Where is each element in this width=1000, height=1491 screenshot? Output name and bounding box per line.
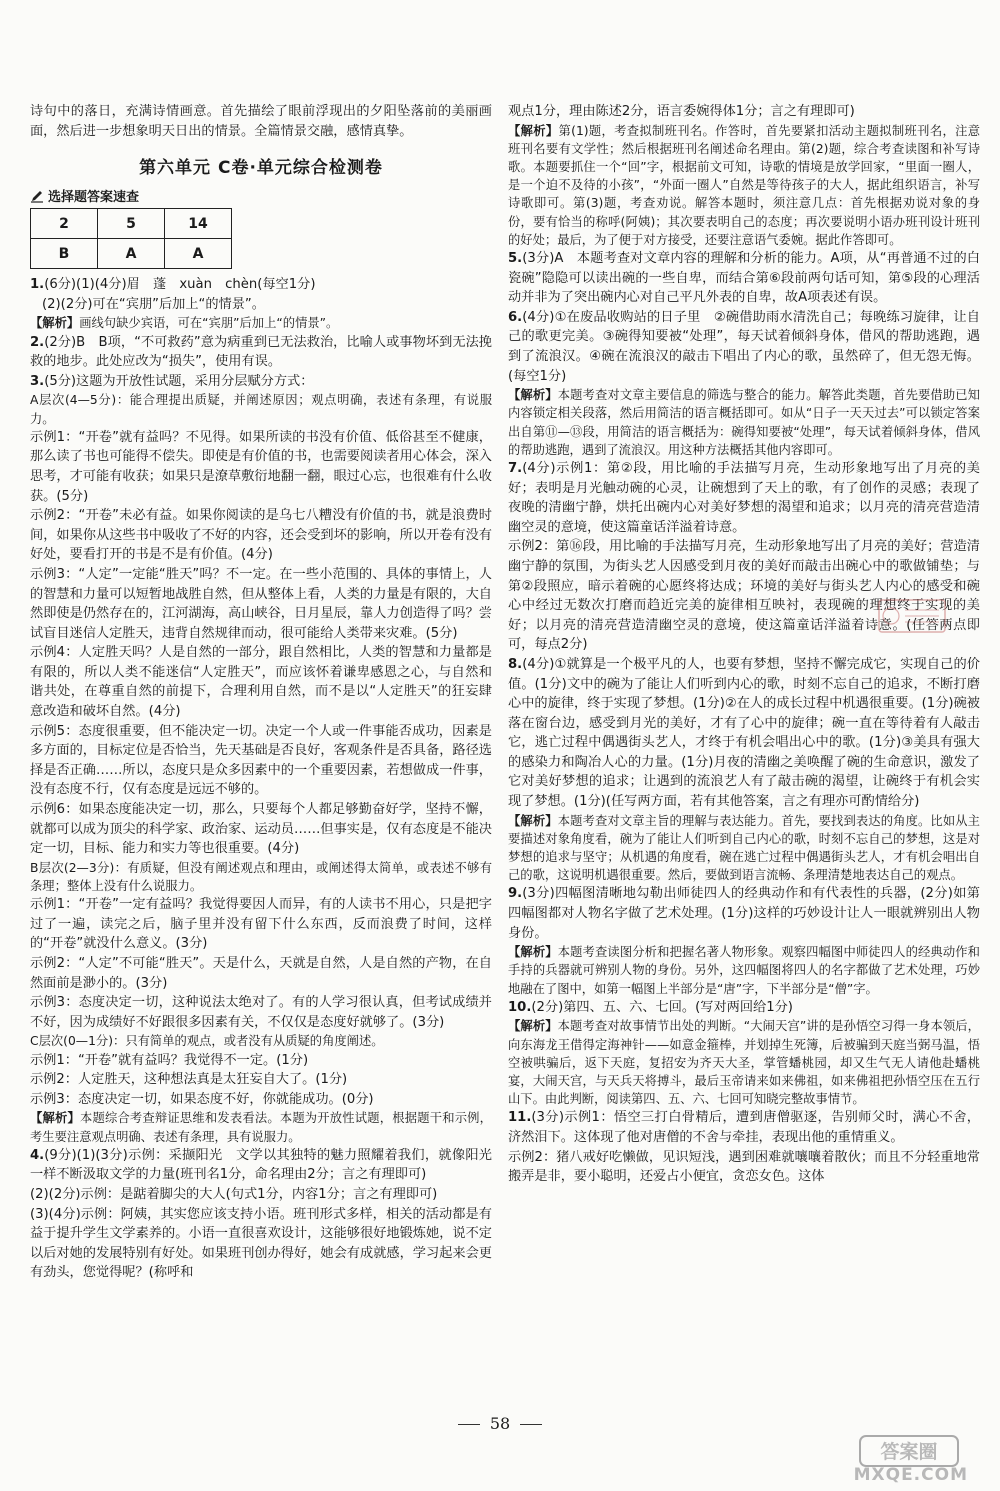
- answer-paragraph: [508, 386, 980, 459]
- answer-table-answer-row: [31, 239, 232, 269]
- analysis-tag: 【解析】: [508, 1019, 558, 1034]
- answer-paragraph: [30, 1185, 492, 1205]
- paragraph-text: 示例2：猪八戒好吃懒做，见识短浅，遇到困难就嚷嚷着散伙；而且不分轻重地常搬弄是非，要小聪明，还爱占小便宜，贪恋女色。这体: [508, 1149, 980, 1185]
- answer-paragraph: [30, 428, 492, 506]
- answer-paragraph: [508, 459, 980, 537]
- analysis-tag: 【解析】: [508, 388, 558, 403]
- page-number: [0, 1414, 1000, 1433]
- question-number: 4.: [30, 1147, 45, 1163]
- paragraph-text: 示例6：如果态度能决定一切，那么，只要每个人都足够勤奋好学，坚持不懈，就都可以成为顶尖的科学家、政治家、运动员……但事实是，仅有态度是不能决定一切，目标、能力和实力等也很重要。(4分): [30, 802, 492, 857]
- paragraph-text: 示例5：态度很重要，但不能决定一切。决定一个人或一件事能否成功，因素是多方面的，目标定位是否恰当，先天基础是否良好，客观条件是否具备，路径选择是否正确……所以，态度只是众多因素中的一个重要因素，若想做成一件事，没有态度不行，仅有态度是远远不够的。: [30, 723, 492, 798]
- paragraph-text: 示例1：“开卷”就有益吗？我觉得不一定。(1分): [30, 1052, 309, 1068]
- answer-paragraph: [30, 506, 492, 565]
- paragraph-text: (3分)示例1：悟空三打白骨精后，遭到唐僧驱逐，告别师父时，满心不舍，济然泪下。这体现了他对唐僧的不舍与牵挂，表现出他的重情重义。: [508, 1110, 980, 1146]
- paragraph-text: (3分)A 本题考查对文章内容的理解和分析的能力。A项，从“再普通不过的白瓷碗”隐隐可以读出碗的一些自卑，而结合第⑥段前两句话可知，第⑤段的心理活动并非为了突出碗内心对自己平凡外表的自卑，故A项表述有误。: [508, 251, 980, 306]
- paragraph-text: 示例4：人定胜天吗？人是自然的一部分，跟自然相比，人类的智慧和力量都是有限的，所以人类不能迷信“人定胜天”，而应该怀着谦卑感恩之心，与自然和谐共处，在尊重自然的前提下，合理利用自然，而不是以“人定胜天”的狂妄肆意改造和破坏自然。(4分): [30, 645, 492, 720]
- answer-paragraph: [508, 943, 980, 998]
- paragraph-text: 第(1)题，考查拟制班刊名。作答时，首先要紧扣活动主题拟制班刊名，注意班刊名要有文学性；然后根据班刊名阐述命名理由。第(2)题，综合考查读图和补写诗歌。本题要抓住一个“回”字，根据前文可知，诗歌的情境是放学回家，“里面一圈人，是一个迫不及待的小孩”，“外面一圈人”自然是等待孩子的大人，据此组织语言，补写诗歌即可。第(3)题，考查劝说。解答本题时，须注意几点：首先根据劝说对象的身份，要有恰当的称呼(阿姨)；其次要表明自己的态度；再次要说明小语办班刊设计班刊的好处；最后，为了便于对方接受，还要注意语气委婉。据此作答即可。: [508, 123, 980, 247]
- answer-paragraph: [30, 1109, 492, 1145]
- quick-answer-label: 选择题答案速查: [48, 190, 140, 206]
- right-answer-list: [508, 102, 980, 1187]
- answer-table-question-row: [31, 209, 232, 239]
- paragraph-text: (3)(4分)示例：阿姨，其实您应该支持小语。班刊形式多样，相关的活动都是有益于提升学生文学素养的。小语一直很喜欢设计，这能够很好地锻炼她，说不定以后对她的发展特别有好处。如果班刊创办得好，她会有成就感，学习起来会更有劲头，您觉得呢？(称呼和: [30, 1206, 492, 1281]
- paragraph-text: 示例2：“人定”不可能“胜天”。天是什么，天就是自然，人是自然的产物，在自然面前是渺小的。(3分): [30, 956, 492, 991]
- paragraph-text: 本题考查对故事情节出处的判断。“大闹天宫”讲的是孙悟空习得一身本领后，向东海龙王借得定海神针——如意金箍棒，并划掉生死簿，后被骗到天庭当弼马温，悟空被哄骗后，返下天庭，复招安为齐天大圣，掌管蟠桃园，却又生气无人请他赴蟠桃宴，大闹天宫，与天兵天将搏斗，最后玉帝请来如来佛祖，如来佛祖把孙悟空压在五行山下。由此判断，阅读第四、五、六、七回可知晓完整故事情节。: [508, 1019, 980, 1107]
- page-dash-right: [520, 1424, 542, 1425]
- question-number: 3.: [30, 373, 45, 389]
- question-number: 5.: [508, 251, 523, 267]
- answer-paragraph: [30, 993, 492, 1032]
- paragraph-text: (2)(2分)可在“宾朋”后加上“的情景”。: [42, 296, 265, 312]
- analysis-tag: 【解析】: [30, 1111, 80, 1126]
- answer-paragraph: [508, 1148, 980, 1187]
- question-number: 6.: [508, 309, 523, 325]
- paragraph-text: 本题考查读图分析和把握名著人物形象。观察四幅图中师徒四人的经典动作和手持的兵器就可辨别人物的身份。另外，这四幅图将四人的名字都做了艺术处理，巧妙地融在了图中，如第一幅图上半部分是“唐”字，下半部分是“僧”字。: [508, 945, 980, 996]
- paragraph-text: (4分)①在废品收购站的日子里 ②碗借助雨水清洗自己；每晚练习旋律，让自己的歌更完美。③碗得知要被“处理”，每天试着倾斜身体，借风的帮助逃跑，遇到了流浪汉。④碗在流浪汉的敲击下唱出了内心的歌，虽然碎了，但无怨无悔。(每空1分): [508, 309, 980, 384]
- quick-answer-header: [30, 186, 492, 205]
- watermark-url: MXQE.COM: [853, 1465, 968, 1484]
- answer-paragraph: [30, 275, 492, 295]
- answer-paragraph: [30, 1070, 492, 1090]
- answer-paragraph: [508, 249, 980, 308]
- section-title: 第六单元 C卷·单元综合检测卷: [139, 158, 383, 179]
- answer-paragraph: [30, 859, 492, 895]
- paragraph-text: 示例2：人定胜天，这种想法真是太狂妄自大了。(1分): [30, 1072, 348, 1088]
- paragraph-text: 本题考查对文章主旨的理解与表达能力。首先，要找到表达的角度。比如从主要描述对象角度看，碗为了能让人们听到自己内心的歌，时刻不忘自己的梦想，这是对梦想的追求与坚守；从机遇的角度看，碗在逃亡过程中偶遇街头艺人，才有机会唱出自己的歌，这说明机遇很重要。然后，要做到语言流畅、条理清楚地表达自己的观点。: [508, 813, 980, 883]
- answer-paragraph: [30, 1205, 492, 1283]
- answer-paragraph: [30, 1090, 492, 1110]
- question-number: 5: [98, 209, 165, 239]
- analysis-tag: 【解析】: [508, 813, 558, 828]
- question-number: 2: [31, 209, 98, 239]
- paragraph-text: (2分)B B项，“不可救药”意为病重到已无法救治，比喻人或事物坏到无法挽救的地步。此处应改为“损失”，使用有误。: [30, 334, 492, 370]
- intro-text: 诗句中的落日，充满诗情画意。首先描绘了眼前浮现出的夕阳坠落前的美丽画面，然后进一步想象明天日出的情景。全篇情景交融，感情真挚。: [30, 104, 492, 139]
- paragraph-text: 示例3：态度决定一切，这种说法太绝对了。有的人学习很认真，但考试成绩并不好，因为成绩好不好跟很多因素有关，不仅仅是态度好就够了。(3分): [30, 995, 492, 1030]
- analysis-tag: 【解析】: [30, 316, 80, 331]
- question-number: 8.: [508, 656, 523, 672]
- paragraph-text: C层次(0—1分)：只有简单的观点，或者没有从质疑的角度阐述。: [30, 1034, 384, 1049]
- answer-paragraph: [30, 1032, 492, 1050]
- answer-paragraph: [30, 391, 492, 427]
- analysis-tag: 【解析】: [508, 945, 558, 960]
- answer-paragraph: [508, 1108, 980, 1147]
- paragraph-text: (9分)(1)(3分)示例：采撷阳光 文学以其独特的魅力照耀着我们，就像阳光一样不断汲取文学的力量(班刊名1分，命名理由2分；言之有理即可): [30, 1147, 492, 1183]
- answer-paragraph: [508, 812, 980, 885]
- paragraph-text: (4分)示例1：第②段，用比喻的手法描写月亮，生动形象地写出了月亮的美好；表明是月光触动碗的心灵，让碗想到了天上的歌，有了创作的灵感；表现了夜晚的清幽宁静，烘托出碗内心对美好梦想的渴望和追求；以月亮的清亮营造清幽空灵的意境，使这篇童话洋溢着诗意。: [508, 460, 980, 535]
- paragraph-text: 示例2：第⑯段，用比喻的手法描写月亮，生动形象地写出了月亮的美好；营造清幽宁静的氛围，为街头艺人因感受到月夜的美好而敲击出碗心中的歌做铺垫；与第②段照应，暗示着碗的心愿终将达成；环境的美好与街头艺人内心的感受和碗心中经过无数次打磨而趋近完美的旋律相互映衬，表现碗的理想终于实现的美好；以月亮的清亮营造清幽空灵的意境，使这篇童话洋溢着诗意。(任答两点即可，每点2分): [508, 539, 980, 653]
- answer-paragraph: [508, 122, 980, 249]
- paragraph-text: 画线句缺少宾语，可在“宾朋”后加上“的情景”。: [79, 316, 339, 331]
- paragraph-text: 示例3：“人定”一定能“胜天”吗？不一定。在一些小范围的、具体的事情上，人的智慧和力量可以短暂地战胜自然，但从整体上看，人类的力量是有限的，大自然即使是仍然存在的，江河湖海，高山峡谷，日月星辰，靠人力创造得了吗？尝试盲目迷信人定胜天，违背自然规律而动，很可能给人类带来灾难。(5分): [30, 566, 492, 641]
- pencil-icon: [30, 189, 44, 203]
- answer-paragraph: [30, 954, 492, 993]
- answer-paragraph: [30, 295, 492, 315]
- question-number: 9.: [508, 886, 523, 902]
- answer-paragraph: [30, 1146, 492, 1185]
- right-column: [508, 102, 980, 1187]
- answer-table: [30, 208, 232, 269]
- page-dash-left: [458, 1424, 480, 1425]
- paragraph-text: (2)(2分)示例：是踮着脚尖的大人(句式1分，内容1分；言之有理即可): [30, 1186, 438, 1202]
- paragraph-text: (3分)四幅图清晰地勾勒出师徒四人的经典动作和有代表性的兵器，(2分)如第四幅图都对人物名字做了艺术处理。(1分)这样的巧妙设计让人一眼就辨别出人物身份。: [508, 886, 980, 941]
- paragraph-text: (5分)这题为开放性试题，采用分层赋分方式：: [44, 373, 314, 389]
- paragraph-text: 示例2：“开卷”未必有益。如果你阅读的是乌七八糟没有价值的书，就是浪费时间，如果你从这些书中吸收了不好的内容，还会受到坏的影响，所以开卷有没有好处，要看打开的书是不是有价值。(4分): [30, 508, 492, 563]
- answer-paragraph: [508, 102, 980, 122]
- answer-paragraph: [508, 998, 980, 1018]
- answer-paragraph: [30, 1051, 492, 1071]
- left-answer-list: [30, 275, 492, 1283]
- paragraph-text: A层次(4—5分)：能合理提出质疑，并阐述原因；观点明确，表述有条理，有说服力。: [30, 393, 492, 426]
- answer-paragraph: [508, 884, 980, 943]
- answer-paragraph: [30, 895, 492, 954]
- question-number: 2.: [30, 334, 45, 350]
- answer-paragraph: [30, 314, 492, 332]
- answer-letter: A: [165, 239, 232, 269]
- paragraph-text: (6分)(1)(4分)眉 蓬 xuàn chèn(每空1分): [44, 277, 316, 293]
- answer-paragraph: [30, 800, 492, 859]
- answer-paragraph: [30, 565, 492, 643]
- question-number: 11.: [508, 1110, 532, 1126]
- question-number: 7.: [508, 460, 523, 476]
- paragraph-text: 示例1：“开卷”就有益吗？不见得。如果所读的书没有价值、低俗甚至不健康，那么读了书也可能得不偿失。即使是有价值的书，也需要阅读者用心体会，深入思考，才可能有收获；如果只是潦草敷衍地翻一翻，眼过心忘，也很难有什么收获。(5分): [30, 429, 492, 504]
- paragraph-text: 本题综合考查辩证思维和发表看法。本题为开放性试题，根据题干和示例，考生要注意观点明确、表述有条理，具有说服力。: [30, 1111, 492, 1144]
- question-number: 10.: [508, 999, 532, 1015]
- paragraph-text: 本题考查对文章主要信息的筛选与整合的能力。解答此类题，首先要借助已知内容锁定相关段落，然后用简洁的语言概括即可。如从“日子一天天过去”可以锁定答案出自第⑪—⑬段，用简洁的语言概括为：碗得知要被“处理”，每天试着倾斜身体，借风的帮助逃跑，遇到了流浪汉。用这种方法概括其他内容即可。: [508, 388, 980, 457]
- answer-paragraph: [508, 1017, 980, 1108]
- watermark-icon: [800, 1434, 970, 1484]
- answer-paragraph: [30, 643, 492, 721]
- answer-paragraph: [30, 372, 492, 392]
- seal-stamp: [877, 596, 947, 636]
- analysis-tag: 【解析】: [508, 123, 559, 138]
- paragraph-text: 示例1：“开卷”一定有益吗？我觉得要因人而异，有的人读书不用心，只是把字过了一遍，读完之后，脑子里并没有留下什么东西，反而浪费了时间，这样的“开卷”就没什么意义。(3分): [30, 897, 492, 952]
- watermark-logo: [800, 1434, 970, 1484]
- answer-paragraph: [508, 655, 980, 812]
- question-number: 14: [165, 209, 232, 239]
- answer-paragraph: [30, 333, 492, 372]
- answer-paragraph: [508, 308, 980, 386]
- paragraph-text: B层次(2—3分)：有质疑，但没有阐述观点和理由，或阐述得太简单，或表述不够有条理；整体上没有什么说服力。: [30, 860, 492, 894]
- answer-letter: A: [98, 239, 165, 269]
- watermark-title: 答案圈: [880, 1441, 938, 1463]
- paragraph-text: (2分)第四、五、六、七回。(写对两回给1分): [531, 999, 793, 1015]
- paragraph-text: (4分)①就算是一个极平凡的人，也要有梦想，坚持不懈完成它，实现自己的价值。(1分)文中的碗为了能让人们听到内心的歌，时刻不忘自己的追求，不断打磨心中的旋律，终于实现了梦想。(1分)②在人的成长过程中机遇很重要。(1分)碗被落在窗台边，感受到月光的美好，才有了心中的旋律；碗一直在等待着有人敲击它，逃亡过程中偶遇街头艺人，才终于有机会唱出心中的歌。(1分)③美具有强大的感染力和陶冶人心的力量。(1分)月夜的清幽之美唤醒了碗的生命意识，激发了它对美好梦想的追求；让遇到的流浪艺人有了敲击碗的渴望，让碗终于有机会实现了梦想。(1分)(任写两方面，若有其他答案，言之有理亦可酌情给分): [508, 656, 980, 810]
- answer-paragraph: [30, 722, 492, 800]
- paragraph-text: 观点1分，理由陈述2分，语言委婉得体1分；言之有理即可): [508, 104, 855, 119]
- answer-letter: B: [31, 239, 98, 269]
- question-number: 1.: [30, 277, 45, 293]
- paragraph-text: 示例3：态度决定一切，如果态度不好，你就能成功。(0分): [30, 1091, 374, 1107]
- page-number-text: 58: [489, 1414, 511, 1433]
